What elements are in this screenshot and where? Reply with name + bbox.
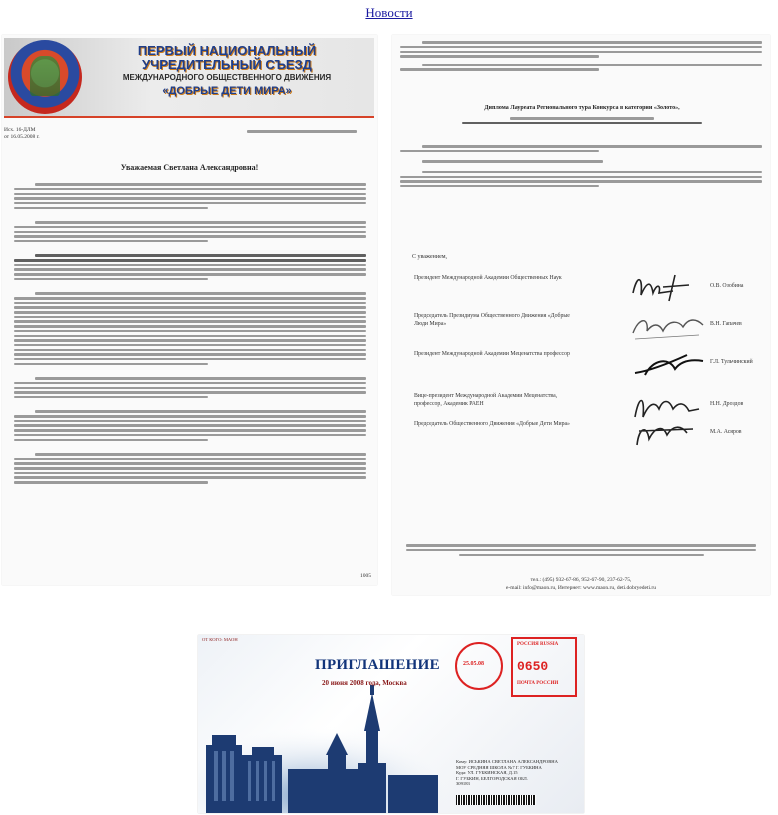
contact-email: e-mail: info@maon.ru, Интернет: www.maon.ru, deti.dobryedeti.ru bbox=[506, 585, 656, 591]
stamp-header: РОССИЯ RUSSIA bbox=[517, 642, 559, 647]
text-line bbox=[14, 202, 366, 205]
postage-meter-stamp bbox=[511, 637, 577, 697]
text-line bbox=[14, 353, 366, 356]
text-line bbox=[400, 176, 762, 179]
text-line bbox=[14, 363, 208, 366]
text-line bbox=[14, 311, 366, 314]
text-line bbox=[14, 231, 366, 234]
signatory-title: Вице-президент Международной Академии Меценатства, профессор, Академик РАЕН bbox=[414, 393, 558, 407]
text-paragraph bbox=[400, 160, 762, 163]
letter-continuation bbox=[400, 39, 762, 73]
text-line bbox=[422, 64, 762, 67]
text-line bbox=[400, 180, 762, 183]
text-line bbox=[35, 254, 366, 257]
text-line bbox=[14, 273, 366, 276]
text-line bbox=[14, 387, 366, 390]
text-line bbox=[14, 264, 366, 267]
text-paragraph bbox=[14, 292, 366, 365]
text-line bbox=[14, 235, 366, 238]
signature-icon bbox=[629, 417, 709, 451]
signature-icon bbox=[629, 271, 709, 305]
text-line bbox=[400, 150, 599, 153]
text-line bbox=[14, 226, 366, 229]
text-line bbox=[14, 325, 366, 328]
text-line bbox=[14, 396, 208, 399]
signatory-title: Председатель Президиума Общественного Движения «Добрые Люди Мира» bbox=[414, 313, 570, 327]
greeting: Уважаемая Светлана Александровна! bbox=[120, 163, 259, 172]
letter-banner bbox=[4, 38, 374, 118]
letter-ref: Исх. 16-ДЛМ bbox=[4, 127, 36, 133]
contact-phones: тел.: (495) 932-67-86, 952-67-90, 237-62-75, bbox=[530, 577, 632, 583]
text-line bbox=[14, 339, 366, 342]
signatory-name: М.А. Асяров bbox=[710, 429, 742, 435]
page-number: 1005 bbox=[360, 573, 371, 579]
text-line bbox=[400, 51, 762, 54]
text-line bbox=[14, 259, 366, 262]
banner-divider bbox=[4, 116, 374, 118]
text-line bbox=[35, 377, 366, 380]
text-line bbox=[14, 420, 366, 423]
text-line bbox=[400, 68, 599, 71]
sign-off: С уважением, bbox=[412, 254, 448, 260]
text-line bbox=[422, 160, 603, 163]
text-line bbox=[35, 183, 366, 186]
text-line bbox=[422, 171, 762, 174]
stamp-footer: ПОЧТА РОССИИ bbox=[517, 681, 559, 686]
text-line bbox=[14, 472, 366, 475]
letter-ref-date: от 16.05.2008 г. bbox=[4, 134, 40, 140]
invitation-date: 20 июня 2008 года, Москва bbox=[322, 679, 407, 687]
text-paragraph bbox=[14, 183, 366, 209]
signatory-name: Г.Л. Тульчинский bbox=[710, 359, 753, 365]
text-line bbox=[14, 439, 208, 442]
text-line bbox=[35, 292, 366, 295]
diploma-line: Диплома Лауреата Регионального тура Конкурса в категории «Золото», bbox=[484, 105, 680, 111]
text-line bbox=[35, 410, 366, 413]
text-line bbox=[400, 185, 599, 188]
text-line bbox=[14, 349, 366, 352]
text-paragraph bbox=[400, 41, 762, 58]
text-line bbox=[422, 41, 762, 44]
letter-page-1 bbox=[2, 35, 377, 585]
sender-from: ОТ КОГО: МАОН bbox=[202, 637, 238, 642]
text-line bbox=[14, 467, 366, 470]
text-line bbox=[400, 46, 762, 49]
signatory-name: О.В. Озобина bbox=[710, 283, 744, 289]
text-line bbox=[14, 193, 366, 196]
text-line bbox=[14, 320, 366, 323]
signatory-5 bbox=[414, 419, 754, 453]
postmark-date: 25.05.08 bbox=[463, 661, 484, 667]
text-paragraph bbox=[14, 254, 366, 280]
diploma-detail bbox=[462, 115, 702, 127]
text-line bbox=[14, 207, 208, 210]
signatory-title: Президент Международной Академии Общественных Наук bbox=[414, 275, 562, 281]
text-line bbox=[14, 476, 366, 479]
letter-page-2 bbox=[392, 35, 770, 595]
text-paragraph bbox=[14, 377, 366, 398]
postal-barcode bbox=[456, 795, 536, 805]
text-line bbox=[14, 316, 366, 319]
banner-title bbox=[92, 44, 362, 98]
stamp-value: 0650 bbox=[517, 659, 549, 674]
text-line bbox=[35, 221, 366, 224]
invitation-envelope bbox=[198, 635, 584, 813]
text-line bbox=[14, 358, 366, 361]
text-line bbox=[14, 429, 366, 432]
postmark-stamp bbox=[455, 642, 503, 690]
text-line bbox=[14, 462, 366, 465]
text-line bbox=[14, 481, 208, 484]
signatory-2 bbox=[414, 311, 754, 345]
signatory-1 bbox=[414, 273, 754, 307]
text-line bbox=[14, 302, 366, 305]
text-paragraph bbox=[400, 171, 762, 188]
text-line bbox=[14, 415, 366, 418]
text-paragraph bbox=[14, 410, 366, 441]
banner-line-2: УЧРЕДИТЕЛЬНЫЙ СЪЕЗД bbox=[142, 57, 312, 72]
text-line bbox=[14, 434, 366, 437]
text-line bbox=[14, 458, 366, 461]
signatory-name: В.Н. Гапачев bbox=[710, 321, 742, 327]
text-line bbox=[14, 306, 366, 309]
recipient-address bbox=[456, 759, 576, 787]
text-paragraph bbox=[14, 453, 366, 484]
request-paragraph bbox=[406, 542, 756, 558]
text-line bbox=[400, 55, 599, 58]
signatory-title: Президент Международной Академии Меценатства профессор bbox=[414, 351, 570, 357]
signatory-title: Председатель Общественного Движения «Добрые Дети Мира» bbox=[414, 421, 570, 427]
text-line bbox=[14, 335, 366, 338]
news-link[interactable]: Новости bbox=[365, 5, 413, 20]
signatory-3 bbox=[414, 349, 754, 383]
signature-icon bbox=[629, 309, 709, 343]
text-line bbox=[422, 145, 762, 148]
banner-line-1: ПЕРВЫЙ НАЦИОНАЛЬНЫЙ bbox=[137, 43, 317, 58]
header-fine-print bbox=[247, 128, 357, 135]
text-line bbox=[14, 197, 366, 200]
envelope-sender bbox=[202, 637, 238, 643]
banner-line-4: «ДОБРЫЕ ДЕТИ МИРА» bbox=[162, 85, 292, 97]
text-paragraph bbox=[14, 221, 366, 242]
text-line bbox=[14, 278, 208, 281]
invitation-title: ПРИГЛАШЕНИЕ bbox=[315, 657, 440, 673]
text-paragraph bbox=[400, 145, 762, 152]
text-line bbox=[14, 268, 366, 271]
text-line bbox=[14, 240, 208, 243]
recipient-address-text: Кому: ИСЬКИНА СВЕТЛАНА АЛЕКСАНДРОВНА МОУ СРЕДНЯЯ ШКОЛА №7 Г. ГУБКИНА Куда: УЛ. ГУБКИНСКАЯ, Д.15 Г. ГУБКИН, БЕЛГОРОДСКАЯ ОБЛ. 309183 bbox=[456, 759, 558, 786]
letter-body bbox=[14, 181, 366, 486]
signatory-name: Н.Н. Дроздов bbox=[710, 401, 744, 407]
text-line bbox=[14, 188, 366, 191]
banner-line-3: МЕЖДУНАРОДНОГО ОБЩЕСТВЕННОГО ДВИЖЕНИЯ bbox=[122, 73, 332, 82]
text-line bbox=[14, 382, 366, 385]
text-line bbox=[14, 391, 366, 394]
signature-icon bbox=[629, 347, 709, 381]
organization-logo bbox=[8, 40, 82, 114]
text-line bbox=[14, 344, 366, 347]
text-paragraph bbox=[400, 64, 762, 71]
text-line bbox=[35, 453, 366, 456]
text-line bbox=[14, 297, 366, 300]
text-line bbox=[14, 424, 366, 427]
letter-congratulations bbox=[400, 143, 762, 190]
text-line bbox=[14, 330, 366, 333]
